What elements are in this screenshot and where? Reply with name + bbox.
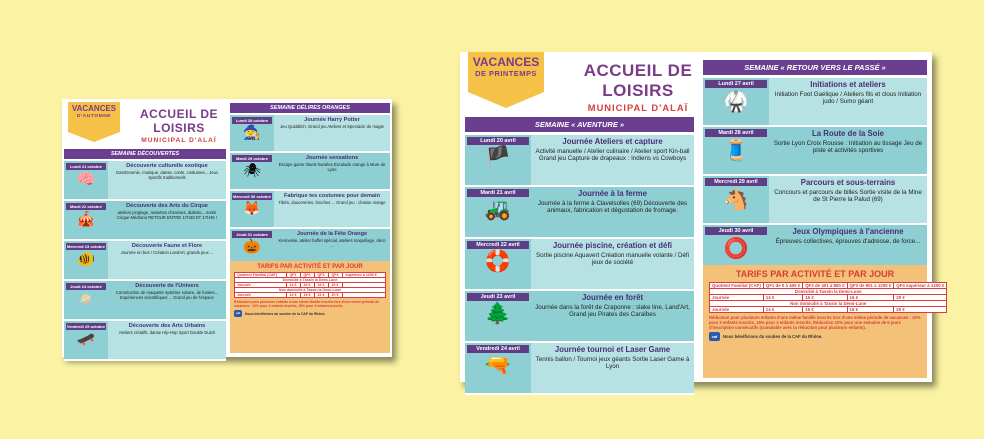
activity-cell [274, 191, 390, 227]
activity-title: Découverte Faune et Flore [131, 243, 203, 249]
activity-title: Journée de la Fête Orange [296, 231, 368, 237]
activity-description: Construction de maquette système solaire, de fusées... Expériences scientifiques ... Grand jeu de l'espace [115, 290, 219, 300]
tarifs-title: TARIFS PAR ACTIVITÉ ET PAR JOUR [735, 269, 895, 279]
tarifs-cell: QF4 [329, 273, 343, 278]
tarifs-cell: Journée [235, 283, 287, 288]
day-cell [64, 241, 108, 279]
tarifs-cell: 16 € [847, 295, 894, 301]
day-label: Vendredi 25 octobre [66, 324, 106, 329]
tarifs-cell: QF2 [301, 273, 315, 278]
tarifs-note: Réduction pour plusieurs enfants d'une même famille inscrits lors d'une même période de vacances : 10% pour 2 enfants inscrits, 15% pour 3 enfants inscrits. [234, 300, 380, 309]
title-line1: ACCUEIL DE LOISIRS [139, 107, 219, 135]
autumn-tarifs [230, 261, 390, 353]
circus-tent-icon: 🎪 [76, 211, 96, 228]
spring-right-rows [703, 78, 927, 274]
day-cell [465, 343, 531, 393]
tarifs-cell: Quotient Familial (CAF) [235, 273, 287, 278]
tarifs-cell: 20 € [329, 293, 343, 298]
autumn-badge [68, 102, 120, 132]
day-row [465, 291, 694, 343]
day-row [703, 127, 927, 176]
spring-left-rows [465, 135, 694, 395]
activity-title: Fabrique tes costumes pour demain [283, 193, 381, 199]
harry-potter-icon: 🧙 [243, 124, 261, 140]
pony-icon: 🐴 [723, 188, 749, 211]
tarifs-row [235, 293, 386, 298]
caf-logo-icon: caf [709, 332, 720, 341]
tarifs-cell: Journée [235, 293, 287, 298]
day-label: Lundi 21 octobre [66, 163, 106, 170]
tarifs-cell: 14 € [287, 293, 301, 298]
activity-cell [108, 281, 226, 319]
day-cell [64, 281, 108, 319]
lifebuoy-icon: 🛟 [484, 249, 512, 273]
activity-description: Sortie Lyon Croix Rousse : Initiation au tissage Jeu de piste et activités sportives [773, 140, 923, 155]
autumn-left-rows [64, 161, 226, 361]
activity-description: Journée en bus ! Création LandArt, grands jeux ... [120, 250, 214, 255]
activity-title: Découverte des Arts Urbains [128, 323, 206, 329]
tarifs-row [710, 307, 947, 313]
badge-line2: DE PRINTEMPS [475, 69, 537, 78]
caf-text: Nous bénéficions du soutien de la CAF du Rhône. [723, 334, 823, 340]
day-row [230, 191, 390, 229]
tarifs-row [710, 283, 947, 289]
day-cell [230, 115, 274, 151]
laser-gun-icon: 🔫 [484, 353, 512, 377]
title-line2: MUNICIPAL D'ALAÏ [141, 137, 217, 144]
activity-cell [769, 127, 927, 174]
tarifs-cell: QF1 de 0 à 400 € [763, 283, 802, 289]
day-label: Jeudi 23 avril [467, 293, 529, 301]
section-header: SEMAINE « RETOUR VERS LE PASSÉ » [703, 60, 927, 75]
activity-description: Concours et parcours de billes Sortie visite de la Mine de St Pierre la Palud (69) [774, 189, 922, 204]
autumn-right-rows [230, 115, 390, 267]
tarifs-cell: Journée [710, 307, 764, 313]
activity-title: Découverte culturelle exotique [126, 163, 208, 169]
activity-description: Initiation Foot Gaélique / Ateliers fils et clous Initiation judo / Sumo géant [774, 91, 922, 106]
tarifs-row [235, 273, 386, 278]
title-line2: MUNICIPAL D'ALAÏ [587, 103, 689, 113]
day-label: Jeudi 30 avril [705, 227, 767, 235]
activity-description: Jeu Quidditch, Grand jeu Ateliers et Spectacle de magie [280, 124, 384, 129]
day-row [465, 187, 694, 239]
activity-cell [531, 187, 694, 237]
caf-logo-icon: caf [235, 311, 241, 316]
activity-description: Sortie piscine Aquavert Création manuelle volante / Défi jeux de société [535, 252, 690, 267]
spring-title [558, 61, 718, 113]
day-row [465, 239, 694, 291]
activity-cell [108, 201, 226, 239]
activity-title: Journée tournoi et Laser Game [554, 345, 671, 354]
activity-cell [108, 321, 226, 359]
activity-title: Journée Ateliers et capture [562, 137, 663, 146]
spider-icon: 🕷 [243, 162, 261, 178]
day-row [703, 176, 927, 225]
tarifs-title: TARIFS PAR ACTIVITÉ ET PAR JOUR [257, 264, 363, 270]
day-label: Mercredi 23 octobre [66, 244, 105, 249]
autumn-right-column [230, 103, 390, 267]
day-cell [230, 153, 274, 189]
tarifs-cell: 14 € [763, 307, 802, 313]
day-cell [703, 176, 769, 223]
badge-line1: VACANCES [71, 104, 117, 113]
tarifs-cell: 14 € [763, 295, 802, 301]
spring-right-column [703, 60, 927, 274]
activity-title: La Route de la Soie [812, 129, 884, 138]
skate-ramp-icon: 🛹 [76, 331, 96, 348]
autumn-title [124, 107, 234, 144]
day-label: Lundi 20 avril [467, 137, 529, 145]
day-row [230, 115, 390, 153]
tarifs-cell: QF3 de 801 à 1200 € [847, 283, 894, 289]
activity-title: Découverte de l'Univers [135, 283, 199, 289]
caf-support [234, 310, 386, 317]
activity-description: Kermesse, atelier buffet spécial, ateliers maquillage, déco ... [278, 238, 386, 248]
activity-cell [274, 153, 390, 189]
tarifs-note: Réduction pour plusieurs enfants d'une même famille inscrits lors d'une même période de vacances : 10% pour 2 enfants inscrits, 15% pour 3 enfants inscrits. Réduction 10% pour une semaine de 5 jours d'inscription consécutifs (cumulable avec la réduction pour plusieurs enfants). [709, 315, 921, 331]
tarifs-cell: supérieur à 1200 € [343, 273, 386, 278]
tarifs-cell: 15 € [803, 295, 847, 301]
tarifs-table [709, 282, 947, 313]
day-label: Lundi 28 octobre [232, 117, 272, 124]
day-label: Mercredi 30 octobre [232, 194, 271, 199]
day-cell [64, 161, 108, 199]
day-row [64, 241, 226, 281]
tarifs-table [234, 272, 386, 298]
olympic-rings-icon: ⭕ [723, 237, 749, 260]
activity-title: Journée sensations [305, 155, 359, 161]
activity-description: Escape game rituels hantées Escalade orange à Mure de Lyon [278, 162, 386, 172]
day-cell [465, 187, 531, 237]
tarifs-cell: 15 € [301, 293, 315, 298]
tarifs-cell: 15 € [803, 307, 847, 313]
day-label: Mardi 21 avril [467, 189, 529, 197]
section-header: SEMAINE DÉLIRES ORANGES [230, 103, 390, 113]
day-row [465, 135, 694, 187]
activity-description: Journée à la ferme à Clavelsolles (69) Découverte des animaux, fabrication et dégustation de fromage. [537, 200, 688, 215]
forest-icon: 🌲 [484, 301, 512, 325]
tarifs-cell: 15 € [301, 283, 315, 288]
day-row [64, 201, 226, 241]
activity-cell [274, 229, 390, 265]
activity-title: Initiations et ateliers [810, 80, 886, 89]
day-cell [230, 191, 274, 227]
mask-icon: 🦊 [243, 200, 261, 216]
day-row [64, 161, 226, 201]
day-row [465, 343, 694, 395]
spring-badge [468, 52, 544, 92]
badge-line2: D'AUTOMNE [76, 114, 112, 119]
section-header: SEMAINE DÉCOUVERTES [64, 149, 226, 159]
activity-title: Découverte des Arts du Cirque [126, 203, 208, 209]
tarifs-cell: 20 € [329, 283, 343, 288]
day-label: Lundi 27 avril [705, 80, 767, 88]
day-cell [465, 239, 531, 289]
tarifs-strip: Non domicilié à Tassin la Demi-Lune [710, 301, 947, 307]
tarifs-cell: QF1 [287, 273, 301, 278]
planet-icon: 🪐 [76, 291, 96, 308]
tarifs-cell: QF4 supérieur à 1200 € [894, 283, 947, 289]
day-label: Mardi 22 octobre [66, 203, 106, 210]
fish-icon: 🐠 [76, 251, 96, 268]
activity-description: Ateliers créatifs, danse Hip-Hop Sport Double Dutch [118, 330, 216, 335]
activity-title: Parcours et sous-terrains [800, 178, 896, 187]
tarifs-cell: QF3 [315, 273, 329, 278]
tractor-icon: 🚜 [484, 197, 512, 221]
day-cell [230, 229, 274, 265]
activity-cell [274, 115, 390, 151]
tarifs-cell [343, 293, 386, 298]
activity-cell [769, 176, 927, 223]
judo-icon: 🥋 [723, 90, 749, 113]
tarifs-cell: 20 € [894, 307, 947, 313]
day-label: Mardi 29 octobre [232, 155, 272, 162]
silk-icon: 🧵 [723, 139, 749, 162]
activity-cell [531, 239, 694, 289]
tarifs-strip: Domicilié à Tassin la Demi-Lune [710, 289, 947, 295]
activity-title: Journée piscine, création et défi [552, 241, 673, 250]
spring-tarifs [703, 265, 945, 378]
day-row [230, 153, 390, 191]
activity-description: Épreuves collectives, épreuves d'adresse, de force... [775, 238, 921, 245]
activity-cell [769, 78, 927, 125]
tarifs-cell: 16 € [315, 293, 329, 298]
day-cell [465, 135, 531, 185]
title-line1: ACCUEIL DE LOISIRS [583, 61, 693, 100]
brain-icon: 🧠 [76, 171, 96, 188]
tarifs-cell: QF2 de 401 à 800 € [803, 283, 847, 289]
tarifs-cell: 16 € [315, 283, 329, 288]
day-cell [465, 291, 531, 341]
tarifs-cell: Quotient Familial (CAF) [710, 283, 764, 289]
activity-description: Tennis ballon / Tournoi jeux géants Sortie Laser Game à Lyon [535, 356, 690, 371]
caf-text: Nous bénéficions du soutien de la CAF du Rhône. [245, 311, 326, 316]
activity-title: Jeux Olympiques à l'ancienne [792, 227, 904, 236]
pumpkin-icon: 🎃 [243, 238, 261, 254]
activity-title: Journée en forêt [581, 293, 644, 302]
tarifs-cell: Journée [710, 295, 764, 301]
activity-cell [531, 135, 694, 185]
day-row [703, 78, 927, 127]
day-label: Vendredi 24 avril [467, 345, 529, 353]
tarifs-strip: Non domicilié à Tassin la Demi-Lune [235, 288, 386, 293]
activity-description: Activité manuelle / Atelier culinaire / Atelier sport Kin-ball Grand jeu Capture de drapeaux : Indiens vs Cowboys [535, 148, 690, 163]
activity-cell [108, 161, 226, 199]
activity-description: Journée dans la forêt de Craponne : slake line, Land'Art, Grand jeu Pirates des Caraïbes [535, 304, 690, 319]
day-row [64, 321, 226, 361]
day-cell [64, 321, 108, 359]
day-label: Mercredi 22 avril [467, 241, 529, 249]
autumn-left-column [64, 149, 226, 361]
activity-description: ateliers jonglage, assiettes chinoises, diabolo... sortie Cirque Médrano RETOUR ENTRE 17H30 ET 17H45 ! [117, 210, 217, 220]
autumn-flyer [62, 99, 392, 357]
spring-left-column [465, 117, 694, 395]
badge-line1: VACANCES [472, 55, 540, 69]
spring-flyer [460, 52, 945, 382]
activity-title: Journée à la ferme [578, 189, 647, 198]
activity-cell [108, 241, 226, 279]
day-label: Mardi 28 avril [705, 129, 767, 137]
activity-cell [531, 291, 694, 341]
day-label: Jeudi 24 octobre [66, 283, 106, 290]
activity-title: Journée Harry Potter [304, 117, 360, 123]
day-label: Jeudi 31 octobre [232, 231, 272, 238]
day-cell [703, 78, 769, 125]
tarifs-strip: Domicilié à Tassin la Demi-Lune [235, 278, 386, 283]
day-row [64, 281, 226, 321]
tarifs-cell: 16 € [847, 307, 894, 313]
activity-description: Gastronomie, musique, danse, conte, costumes... Jeux sportifs traditionnels [115, 170, 219, 180]
day-cell [64, 201, 108, 239]
activity-description: Tâtés, doucereries, broches ... Grand jeu : chasse orange [278, 200, 386, 205]
flag-icon: 🏴 [484, 145, 512, 169]
day-label: Mercredi 29 avril [705, 178, 767, 186]
caf-support [709, 332, 921, 341]
tarifs-cell: 14 € [287, 283, 301, 288]
day-cell [703, 127, 769, 174]
tarifs-cell: 20 € [894, 295, 947, 301]
activity-cell [531, 343, 694, 393]
section-header: SEMAINE « AVENTURE » [465, 117, 694, 132]
